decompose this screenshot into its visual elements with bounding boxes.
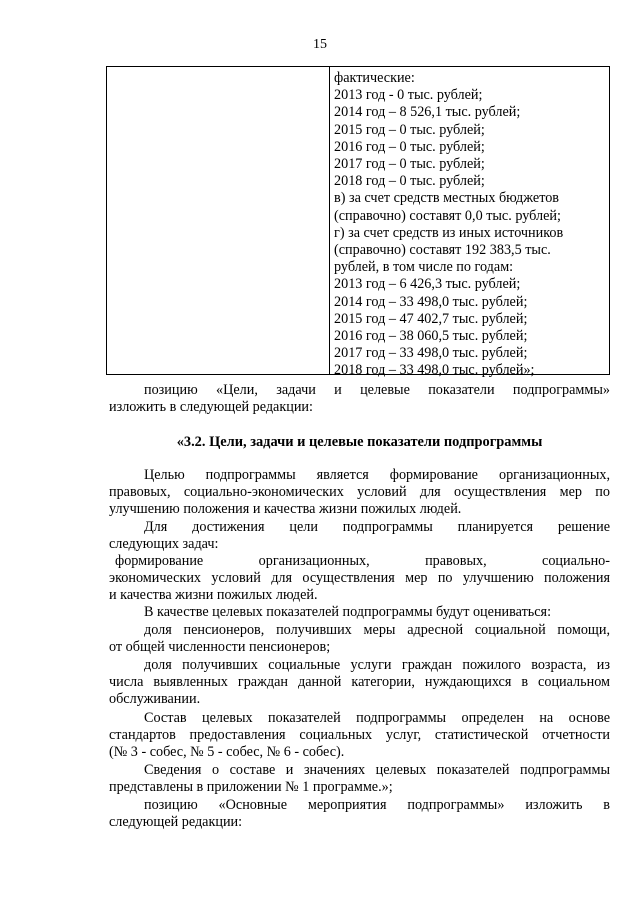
table-line: (справочно) составят 0,0 тыс. рублей; <box>334 207 561 224</box>
table-line: (справочно) составят 192 383,5 тыс. <box>334 242 551 259</box>
text-line: Сведения о составе и значениях целевых показателей подпрограммы <box>144 762 610 778</box>
table-line: 2014 год – 33 498,0 тыс. рублей; <box>334 293 528 310</box>
text-line: позицию «Цели, задачи и целевые показатели подпрограммы» <box>144 382 610 398</box>
table-line: 2013 год – 6 426,3 тыс. рублей; <box>334 276 521 293</box>
paragraph-info <box>109 762 610 796</box>
paragraph-position-activities <box>109 797 610 831</box>
text-line: доля получивших социальные услуги граждан пожилого возраста, из <box>144 657 610 673</box>
table-line: 2013 год - 0 тыс. рублей; <box>334 87 483 104</box>
funding-table <box>106 66 610 379</box>
paragraph-formation <box>109 553 610 605</box>
paragraph-position-goals <box>109 382 610 416</box>
text-line: Целью подпрограммы является формирование организационных, <box>144 467 610 483</box>
page-number: 15 <box>313 37 327 52</box>
text-line: Состав целевых показателей подпрограммы определен на основе <box>144 710 610 726</box>
paragraph-goal <box>109 467 610 519</box>
text-line: числа выявленных граждан данной категории, нуждающихся в социальном <box>109 674 610 691</box>
text-line: следующих задач: <box>109 536 219 553</box>
paragraph-indicators <box>109 604 610 621</box>
table-line: г) за счет средств из иных источников <box>334 224 564 241</box>
paragraph-share-elderly <box>109 657 610 709</box>
table-line: фактические: <box>334 70 415 86</box>
table-line: 2017 год – 33 498,0 тыс. рублей; <box>334 345 528 362</box>
text-line: стандартов предоставления социальных услуг, статистической отчетности <box>109 727 610 744</box>
text-line: представлены в приложении № 1 программе.»; <box>109 779 393 796</box>
text-line: от общей численности пенсионеров; <box>109 639 331 656</box>
text-line: Для достижения цели подпрограммы планируется решение <box>144 519 610 535</box>
text-line: формирование организационных, правовых, социально- <box>115 553 610 569</box>
table-line: 2016 год – 38 060,5 тыс. рублей; <box>334 328 528 345</box>
text-line: правовых, социально-экономических условий для осуществления мер по <box>109 484 610 501</box>
table-line: в) за счет средств местных бюджетов <box>334 190 559 207</box>
text-line: экономических условий для осуществления мер по улучшению положения <box>109 570 610 587</box>
table-line: 2016 год – 0 тыс. рублей; <box>334 138 485 155</box>
paragraph-tasks <box>109 519 610 553</box>
table-line: 2015 год – 47 402,7 тыс. рублей; <box>334 310 528 327</box>
table-column-divider <box>329 67 330 374</box>
table-line: 2018 год – 33 498,0 тыс. рублей»; <box>334 362 535 379</box>
text-line: позицию «Основные мероприятия подпрограммы» изложить в <box>144 797 610 813</box>
table-line: рублей, в том числе по годам: <box>334 259 514 276</box>
table-right-cell <box>334 70 606 380</box>
text-line: улучшению положения и качества жизни пожилых людей. <box>109 501 462 518</box>
table-line: 2015 год – 0 тыс. рублей; <box>334 121 485 138</box>
table-line: 2018 год – 0 тыс. рублей; <box>334 173 485 190</box>
text-line: (№ 3 - собес, № 5 - собес, № 6 - собес). <box>109 744 345 761</box>
text-line: изложить в следующей редакции: <box>109 399 313 416</box>
text-line: следующей редакции: <box>109 814 243 831</box>
paragraph-share-pensioners <box>109 622 610 656</box>
table-line: 2017 год – 0 тыс. рублей; <box>334 156 485 173</box>
text-line: доля пенсионеров, получивших меры адресной социальной помощи, <box>144 622 610 638</box>
section-heading: «3.2. Цели, задачи и целевые показатели подпрограммы <box>176 434 543 450</box>
text-line: обслуживании. <box>109 691 201 708</box>
paragraph-composition <box>109 710 610 762</box>
text-line: и качества жизни пожилых людей. <box>109 587 318 604</box>
text-line: В качестве целевых показателей подпрограммы будут оцениваться: <box>144 604 552 620</box>
table-line: 2014 год – 8 526,1 тыс. рублей; <box>334 104 521 121</box>
